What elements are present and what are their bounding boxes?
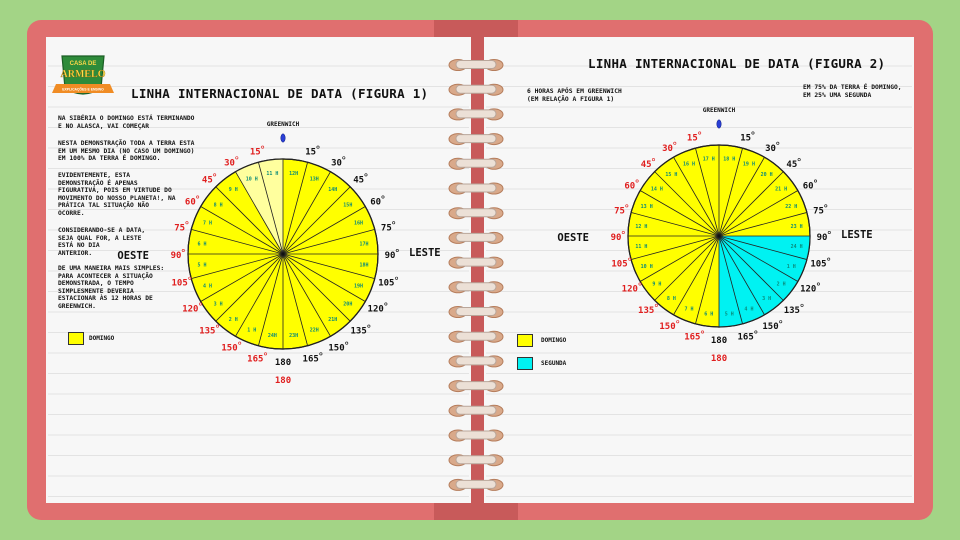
west-degree-label: 90	[610, 233, 622, 243]
greenwich-marker-icon	[717, 120, 721, 128]
west-degree-label: 105	[611, 259, 628, 270]
diagram-center	[281, 252, 284, 255]
hour-label: 24 H	[790, 244, 803, 251]
hour-label: 14 H	[650, 186, 663, 193]
west-degree-label: 75	[614, 206, 625, 217]
east-degree-label: 75	[380, 223, 392, 234]
west-degree-label: 45	[640, 160, 652, 171]
page2-legend-label-monday: SEGUNDA	[541, 360, 567, 367]
hour-label: 4 H	[744, 306, 754, 313]
page1-title: LINHA INTERNACIONAL DE DATA (FIGURA 1)	[131, 86, 429, 101]
east-degree-label: 120	[367, 304, 384, 315]
hour-label: 13H	[309, 176, 319, 183]
east-degree-label: 105	[810, 259, 827, 270]
binder-ring	[449, 307, 503, 318]
hour-label: 8 H	[213, 202, 223, 209]
east-degree-label: 60	[802, 181, 814, 192]
east-degree-label: 135	[350, 326, 367, 337]
hour-label: 3 H	[762, 296, 772, 303]
binder-ring	[449, 356, 503, 367]
hour-label: 2 H	[776, 281, 786, 288]
west-degree-label: 90	[170, 251, 182, 261]
hour-label: 2 H	[228, 316, 238, 323]
hour-label: 6 H	[197, 241, 207, 248]
binder-ring	[449, 455, 503, 466]
east-degree-label: 15	[305, 147, 317, 158]
binder-ring	[449, 208, 503, 219]
hour-label: 18H	[359, 262, 369, 269]
greenwich-label: GREENWICH	[266, 121, 300, 128]
binder-ring	[449, 381, 503, 392]
west-label: OESTE	[557, 232, 589, 244]
hour-label: 21 H	[775, 186, 788, 193]
west-degree-label: 105	[171, 278, 188, 289]
east-degree-label: 90	[816, 233, 828, 243]
east-degree-label: 150	[762, 322, 779, 333]
east-degree-label: 30	[331, 158, 342, 169]
binder-ring	[449, 430, 503, 441]
hour-label: 10 H	[640, 263, 653, 270]
east-degree-label: 135	[783, 305, 800, 316]
east-degree-label: 150	[328, 343, 345, 354]
west-degree-label: 135	[199, 326, 216, 337]
west-degree-label: 45	[201, 175, 213, 186]
hour-label: 5 H	[197, 262, 207, 269]
binder-ring	[449, 183, 503, 194]
page2-legend-swatch-sunday	[517, 334, 533, 347]
hour-label: 17H	[359, 241, 369, 248]
page1-note-1: NA SIBÉRIA O DOMINGO ESTÁ TERMINANDO E NO ALASCA, VAI COMEÇAR	[58, 115, 195, 130]
binder-ring	[449, 405, 503, 416]
west-label: OESTE	[117, 250, 149, 262]
hour-label: 24H	[267, 333, 277, 340]
binder-ring	[449, 479, 503, 490]
page2-legend-label-sunday: DOMINGO	[541, 337, 567, 344]
hour-label: 10 H	[245, 176, 258, 183]
page2-note-left: 6 HORAS APÓS EM GREENWICH (EM RELAÇÃO A FIGURA 1)	[527, 88, 622, 103]
east-degree-label: 45	[786, 160, 798, 171]
hour-label: 5 H	[724, 311, 734, 318]
hour-label: 11 H	[266, 170, 279, 177]
east-degree-label: 90	[384, 251, 396, 261]
hour-label: 13 H	[640, 204, 653, 211]
logo-top-text: CASA DE	[69, 61, 97, 67]
west-degree-label: 30	[224, 158, 235, 169]
hour-label: 19 H	[742, 161, 755, 168]
west-degree-label: 75	[174, 223, 186, 234]
hour-label: 12H	[289, 170, 299, 177]
hour-label: 1 H	[247, 327, 257, 334]
hour-label: 4 H	[203, 283, 213, 290]
west-degree-label: 120	[621, 284, 638, 295]
page1-legend-label-sunday: DOMINGO	[89, 335, 115, 342]
hour-label: 21H	[328, 316, 338, 323]
page1-note-3: EVIDENTEMENTE, ESTA DEMONSTRAÇÃO É APENAS FIGURATIVA, POIS EM VIRTUDE DO MOVIMENTO DO NOSSO PLANETA!, NA PRÁTICA TAL SITUAÇÃO NÃO OCORRE.	[58, 172, 176, 217]
binder-ring	[449, 60, 503, 71]
east-degree-label: 15	[740, 133, 752, 144]
hour-label: 14H	[328, 187, 338, 194]
hour-label: 19H	[353, 283, 363, 290]
hour-label: 8 H	[666, 296, 676, 303]
diagram-center	[717, 234, 720, 237]
page2-note-right: EM 75% DA TERRA É DOMINGO, EM 25% UMA SEGUNDA	[803, 84, 902, 99]
page1-legend-swatch-sunday	[68, 332, 84, 345]
binder-ring	[449, 232, 503, 243]
west-degree-label: 60	[184, 197, 196, 208]
greenwich-marker-icon	[281, 134, 285, 142]
west-degree-label: 150	[221, 343, 238, 354]
east-degree-label: 165	[737, 332, 754, 343]
hour-label: 7 H	[684, 306, 694, 313]
hour-label: 1 H	[786, 263, 796, 270]
east-degree-label: 60	[370, 197, 382, 208]
east-degree-label: 75	[813, 206, 824, 217]
hour-label: 12 H	[635, 223, 648, 230]
hour-label: 15 H	[665, 171, 678, 178]
east-degree-label: 30	[765, 143, 776, 154]
binder-ring	[449, 109, 503, 120]
hour-label: 23 H	[790, 223, 803, 230]
west-degree-label: 60	[624, 181, 636, 192]
hour-label: 16H	[353, 220, 363, 227]
west-degree-label: 120	[182, 304, 199, 315]
hour-label: 17 H	[702, 156, 715, 163]
hour-label: 20H	[343, 301, 353, 308]
logo-sub-text: EXPLICAÇÕES E ENSINO	[62, 87, 104, 92]
hour-label: 11 H	[635, 244, 648, 251]
greenwich-label: GREENWICH	[702, 107, 736, 114]
hour-label: 9 H	[652, 281, 662, 288]
east-degree-label: 180	[274, 358, 292, 368]
hour-label: 7 H	[203, 220, 213, 227]
hour-label: 23H	[289, 333, 299, 340]
west-degree-label: 30	[662, 143, 673, 154]
binder-ring	[449, 158, 503, 169]
hour-label: 18 H	[723, 156, 736, 163]
east-degree-label: 105	[378, 278, 395, 289]
east-degree-label: 165	[302, 354, 319, 365]
east-degree-label: 120	[800, 284, 817, 295]
west-degree-label: 135	[638, 305, 655, 316]
page2-title: LINHA INTERNACIONAL DE DATA (FIGURA 2)	[588, 56, 886, 71]
east-label: LESTE	[409, 247, 441, 259]
east-degree-label: 180	[710, 336, 728, 346]
west-degree-label: 180	[710, 354, 728, 364]
hour-label: 15H	[343, 202, 353, 209]
hour-label: 6 H	[704, 311, 714, 318]
binder-ring	[449, 134, 503, 145]
binder-ring	[449, 282, 503, 293]
binder-ring	[449, 84, 503, 95]
page1-note-4: CONSIDERANDO-SE A DATA, SEJA QUAL FOR, A LESTE ESTÁ NO DIA ANTERIOR.	[58, 227, 146, 257]
hour-label: 16 H	[683, 161, 696, 168]
hour-label: 20 H	[760, 171, 773, 178]
east-label: LESTE	[841, 229, 873, 241]
hour-label: 22 H	[785, 204, 798, 211]
hour-label: 22H	[309, 327, 319, 334]
west-degree-label: 15	[686, 133, 698, 144]
east-degree-label: 45	[353, 175, 365, 186]
binder-ring	[449, 257, 503, 268]
west-degree-label: 180	[274, 376, 292, 386]
logo-main-text: ARMELO	[60, 69, 106, 80]
page1-note-2: NESTA DEMONSTRAÇÃO TODA A TERRA ESTA EM UM MESMO DIA (NO CASO UM DOMINGO) EM 100% DA TERRA É DOMINGO.	[58, 140, 195, 163]
west-degree-label: 150	[659, 322, 676, 333]
page1-note-5: DE UMA MANEIRA MAIS SIMPLES: PARA ACONTECER A SITUAÇÃO DEMONSTRADA, O TEMPO SIMPLESMENTE DEVERIA ESTACIONAR ÀS 12 HORAS DE GREENWICH.	[58, 265, 165, 310]
west-degree-label: 165	[684, 332, 701, 343]
west-degree-label: 15	[249, 147, 261, 158]
hour-label: 3 H	[213, 301, 223, 308]
page2-legend-swatch-monday	[517, 357, 533, 370]
binder-ring	[449, 331, 503, 342]
west-degree-label: 165	[247, 354, 264, 365]
hour-label: 9 H	[228, 187, 238, 194]
